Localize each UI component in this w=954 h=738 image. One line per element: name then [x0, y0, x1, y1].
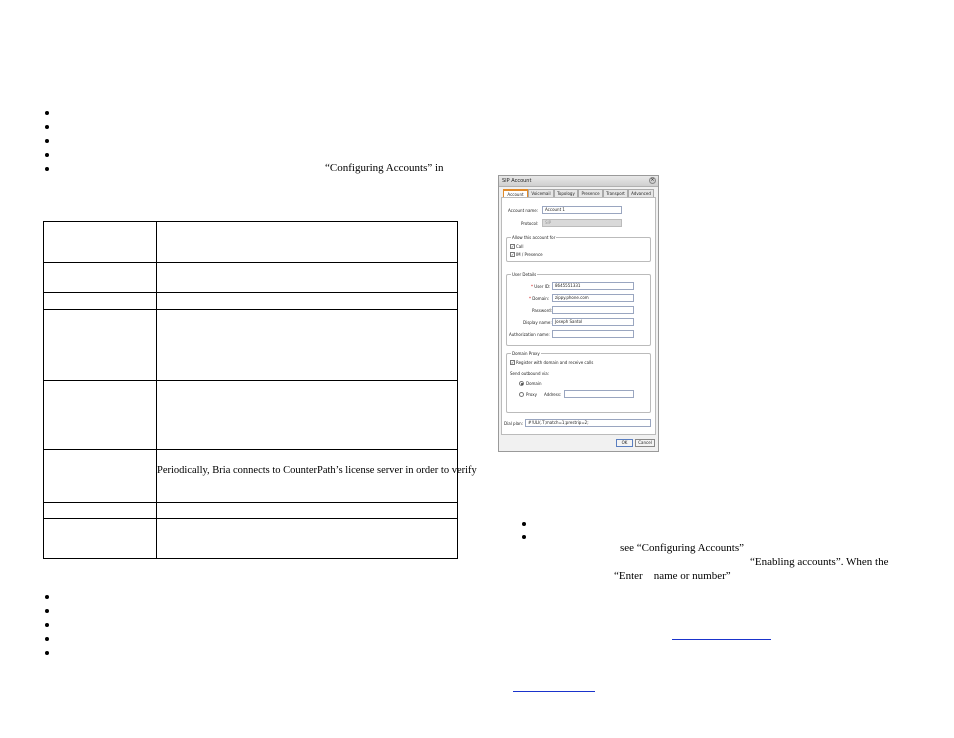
cancel-button[interactable]: Cancel	[635, 439, 655, 447]
table-row	[44, 502, 457, 503]
dial-plan-field[interactable]: #!ULI(.T;match=1;prestrip=2;	[525, 419, 651, 427]
bullet	[45, 153, 49, 157]
auth-name-label: Authorization name:	[509, 332, 550, 337]
ok-button[interactable]: OK	[616, 439, 633, 447]
enter-name-ref: “Enter name or number”	[614, 570, 731, 582]
bullet	[45, 609, 49, 613]
domain-radio-label: Domain	[526, 381, 542, 386]
license-cell-text: Periodically, Bria connects to CounterPath’s license server in order to verify	[157, 465, 477, 476]
feature-table	[43, 221, 477, 559]
table-row	[44, 449, 457, 450]
domain-proxy-group	[506, 353, 651, 413]
user-id-field[interactable]: 8645551331	[552, 282, 634, 290]
bullet	[45, 637, 49, 641]
protocol-field: SIP	[542, 219, 622, 227]
table-row	[44, 380, 457, 381]
user-id-label: * User ID:	[531, 284, 551, 289]
register-label: Register with domain and receive calls	[516, 360, 594, 365]
bullet	[45, 111, 49, 115]
display-name-field[interactable]: Joseph Santol	[552, 318, 634, 326]
proxy-radio-label: Proxy	[526, 392, 537, 397]
table-row	[44, 262, 457, 263]
domain-proxy-title: Domain Proxy	[512, 351, 540, 356]
bullet	[45, 125, 49, 129]
see-configuring-accounts: see “Configuring Accounts”	[620, 542, 745, 554]
bullet	[45, 623, 49, 627]
enabling-accounts-ref: “Enabling accounts”. When the	[750, 556, 889, 568]
tab-advanced[interactable]: Advanced	[628, 189, 654, 197]
password-field[interactable]	[552, 306, 634, 314]
bullet	[522, 522, 526, 526]
user-details-group	[506, 274, 651, 346]
hyperlink-underline[interactable]	[672, 639, 771, 640]
call-checkbox[interactable]: ✓	[511, 244, 515, 249]
register-checkbox[interactable]: ✓	[511, 360, 515, 365]
tab-account[interactable]: Account	[503, 189, 528, 197]
account-name-field[interactable]: Account 1	[542, 206, 622, 214]
domain-field[interactable]: zippy.phone.com	[552, 294, 634, 302]
im-presence-label: IM / Presence	[516, 252, 543, 257]
table-row	[44, 292, 457, 293]
im-presence-checkbox[interactable]: ✓	[511, 252, 515, 257]
tab-voicemail[interactable]: Voicemail	[528, 189, 554, 197]
tab-presence[interactable]: Presence	[578, 189, 603, 197]
domain-radio[interactable]	[519, 381, 524, 386]
password-label: Password:	[532, 308, 553, 313]
call-label: Call	[516, 244, 524, 249]
tab-topology[interactable]: Topology	[554, 189, 578, 197]
dial-plan-label: Dial plan:	[504, 421, 524, 426]
bullet	[522, 535, 526, 539]
proxy-radio[interactable]	[519, 392, 524, 397]
close-icon[interactable]: ×	[650, 177, 655, 183]
display-name-label: Display name:	[523, 320, 552, 325]
hyperlink-underline[interactable]	[513, 691, 595, 692]
bullet	[45, 167, 49, 171]
table-row	[44, 309, 457, 310]
account-name-label: Account name:	[508, 208, 539, 213]
domain-label: * Domain:	[529, 296, 550, 301]
user-details-title: User Details	[512, 272, 537, 277]
configuring-accounts-ref: “Configuring Accounts” in	[325, 162, 444, 174]
account-tab-panel	[501, 197, 656, 435]
dialog-title-bar	[499, 176, 658, 187]
bullet	[45, 651, 49, 655]
bullet	[45, 595, 49, 599]
auth-name-field[interactable]	[552, 330, 634, 338]
dialog-title: SIP Account	[502, 178, 532, 184]
tab-transport[interactable]: Transport	[603, 189, 628, 197]
protocol-label: Protocol:	[521, 221, 539, 226]
allow-account-group	[506, 237, 651, 262]
sip-account-dialog	[498, 175, 659, 452]
proxy-address-field[interactable]	[564, 390, 634, 398]
bullet	[45, 139, 49, 143]
allow-group-title: Allow this account for	[512, 235, 556, 240]
table-row	[44, 518, 457, 519]
send-outbound-label: Send outbound via:	[510, 371, 550, 376]
table-column-divider	[156, 222, 157, 558]
address-label: Address:	[544, 392, 562, 397]
